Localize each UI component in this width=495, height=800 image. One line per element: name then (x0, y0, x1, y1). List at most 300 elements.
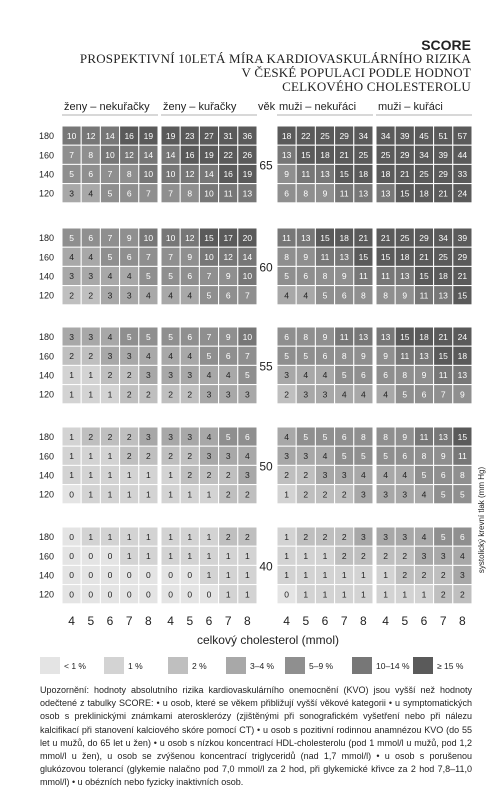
risk-value: 1 (69, 451, 74, 461)
risk-value: 7 (206, 331, 212, 342)
cholesterol-tick: 6 (106, 614, 114, 628)
risk-value: 11 (223, 188, 233, 199)
risk-value: 5 (284, 271, 289, 282)
risk-value: 13 (438, 290, 448, 301)
risk-value: 24 (457, 188, 468, 199)
bp-label: 120 (38, 489, 54, 500)
subtitle-line-3: CELKOVÉHO CHOLESTEROLU (282, 79, 471, 94)
risk-value: 2 (107, 431, 113, 442)
risk-value: 13 (320, 169, 330, 180)
risk-value: 1 (107, 489, 113, 500)
risk-value: 3 (460, 570, 465, 581)
risk-value: 22 (301, 130, 311, 141)
risk-value: 11 (457, 451, 467, 461)
risk-value: 3 (402, 531, 408, 542)
risk-value: 1 (126, 470, 132, 481)
risk-value: 6 (187, 271, 193, 282)
risk-value: 1 (206, 531, 212, 542)
risk-value: 3 (284, 451, 289, 461)
risk-value: 0 (126, 589, 132, 600)
risk-value: 21 (400, 169, 410, 180)
risk-value: 5 (245, 370, 250, 381)
risk-value: 7 (107, 232, 113, 243)
risk-value: 24 (457, 331, 468, 342)
risk-value: 1 (245, 570, 250, 581)
risk-value: 1 (126, 531, 132, 542)
risk-value: 4 (402, 470, 408, 481)
risk-value: 3 (361, 489, 366, 500)
risk-value: 14 (143, 150, 154, 160)
risk-value: 0 (168, 589, 173, 600)
bp-label: 140 (38, 570, 54, 581)
risk-value: 4 (187, 290, 193, 301)
risk-value: 21 (419, 252, 429, 262)
risk-value: 3 (383, 489, 388, 500)
risk-value: 2 (187, 389, 193, 400)
bp-label: 140 (38, 169, 54, 180)
risk-value: 1 (107, 451, 113, 461)
risk-value: 5 (206, 290, 212, 301)
risk-value: 5 (69, 232, 74, 243)
risk-value: 3 (341, 470, 347, 481)
risk-value: 11 (320, 252, 330, 262)
risk-value: 4 (225, 370, 231, 381)
risk-value: 3 (107, 351, 113, 361)
bp-label: 180 (38, 131, 54, 142)
risk-value: 6 (126, 252, 132, 262)
risk-value: 3 (361, 531, 366, 542)
risk-value: 13 (281, 150, 292, 160)
risk-value: 15 (400, 331, 410, 342)
risk-value: 21 (457, 271, 468, 282)
risk-value: 4 (245, 451, 250, 461)
risk-value: 6 (322, 351, 328, 361)
risk-value: 1 (284, 531, 289, 542)
risk-value: 2 (402, 570, 408, 581)
risk-value: 6 (303, 271, 309, 282)
risk-value: 6 (225, 351, 231, 361)
risk-value: 2 (284, 470, 289, 481)
risk-value: 12 (185, 232, 195, 243)
risk-value: 0 (69, 570, 74, 581)
risk-value: 18 (358, 169, 369, 180)
risk-value: 5 (303, 431, 309, 442)
legend-swatch (104, 657, 124, 674)
bp-label: 160 (38, 351, 54, 362)
bp-label: 180 (38, 532, 54, 543)
risk-value: 0 (69, 531, 74, 542)
risk-value: 3 (303, 451, 309, 461)
risk-value: 0 (107, 570, 113, 581)
risk-value: 9 (303, 252, 309, 262)
risk-value: 10 (143, 169, 154, 180)
risk-value: 2 (440, 570, 446, 581)
risk-value: 3 (168, 370, 173, 381)
cholesterol-tick: 5 (87, 614, 95, 628)
risk-value: 39 (438, 150, 448, 160)
risk-value: 8 (361, 431, 366, 442)
age-label: 40 (259, 559, 273, 574)
risk-value: 8 (361, 290, 366, 301)
risk-value: 12 (185, 169, 195, 180)
risk-value: 0 (107, 551, 113, 561)
risk-value: 18 (438, 271, 448, 282)
risk-value: 0 (187, 589, 193, 600)
risk-value: 1 (168, 551, 173, 561)
risk-value: 2 (440, 589, 446, 600)
risk-value: 3 (421, 551, 427, 561)
risk-value: 29 (400, 150, 410, 160)
risk-value: 11 (358, 271, 368, 282)
risk-value: 7 (168, 252, 173, 262)
cholesterol-tick: 7 (340, 614, 348, 628)
risk-value: 13 (438, 431, 448, 442)
risk-value: 1 (245, 589, 250, 600)
risk-value: 1 (341, 589, 347, 600)
risk-value: 9 (440, 451, 446, 461)
risk-value: 0 (146, 570, 151, 581)
risk-value: 13 (400, 271, 410, 282)
risk-value: 6 (341, 290, 347, 301)
risk-value: 3 (402, 489, 408, 500)
risk-value: 7 (168, 188, 173, 199)
risk-value: 1 (361, 570, 366, 581)
risk-value: 1 (146, 470, 151, 481)
risk-value: 3 (383, 531, 388, 542)
risk-value: 1 (187, 489, 193, 500)
risk-value: 10 (165, 169, 176, 180)
risk-value: 4 (146, 290, 151, 301)
legend-swatch (413, 657, 433, 674)
risk-value: 1 (421, 589, 427, 600)
bp-label: 160 (38, 150, 54, 161)
risk-value: 1 (322, 570, 328, 581)
risk-value: 1 (168, 470, 173, 481)
risk-value: 5 (361, 451, 366, 461)
risk-value: 36 (242, 130, 253, 141)
risk-value: 1 (146, 489, 151, 500)
risk-value: 9 (126, 232, 132, 243)
risk-value: 7 (206, 271, 212, 282)
risk-value: 11 (419, 290, 429, 301)
risk-value: 4 (126, 271, 132, 282)
risk-value: 2 (168, 389, 173, 400)
risk-value: 11 (339, 188, 349, 199)
risk-value: 9 (225, 331, 231, 342)
risk-value: 7 (107, 169, 113, 180)
risk-value: 1 (88, 389, 94, 400)
risk-value: 8 (383, 431, 388, 442)
risk-value: 3 (245, 470, 250, 481)
risk-value: 25 (380, 150, 391, 160)
risk-value: 7 (146, 252, 151, 262)
risk-value: 4 (460, 551, 465, 561)
risk-value: 2 (107, 370, 113, 381)
risk-value: 4 (206, 431, 212, 442)
risk-value: 18 (419, 188, 429, 199)
risk-value: 39 (400, 130, 410, 141)
group-header: ženy – kuřačky (163, 101, 237, 113)
risk-value: 6 (284, 331, 289, 342)
group-header: ženy – nekuřačky (64, 101, 150, 113)
risk-value: 21 (380, 232, 391, 243)
risk-value: 21 (339, 150, 349, 160)
risk-value: 0 (126, 570, 132, 581)
risk-value: 8 (303, 331, 309, 342)
risk-value: 3 (206, 389, 212, 400)
risk-value: 11 (282, 232, 292, 243)
risk-value: 2 (341, 531, 347, 542)
risk-value: 25 (400, 232, 410, 243)
risk-value: 4 (383, 389, 388, 400)
risk-value: 2 (303, 470, 309, 481)
legend-label: 1 % (128, 661, 143, 671)
risk-value: 2 (284, 389, 289, 400)
risk-value: 3 (440, 551, 446, 561)
risk-value: 1 (88, 531, 94, 542)
risk-value: 9 (383, 351, 388, 361)
risk-value: 19 (204, 150, 214, 160)
risk-value: 13 (457, 370, 468, 381)
risk-value: 3 (322, 389, 328, 400)
risk-value: 34 (380, 130, 391, 141)
risk-value: 0 (88, 551, 94, 561)
risk-value: 2 (225, 531, 231, 542)
risk-value: 3 (126, 290, 132, 301)
risk-value: 7 (440, 389, 446, 400)
risk-value: 2 (126, 389, 132, 400)
risk-value: 2 (187, 470, 193, 481)
risk-value: 25 (438, 252, 448, 262)
risk-value: 2 (225, 470, 231, 481)
risk-value: 1 (107, 531, 113, 542)
risk-value: 3 (187, 370, 193, 381)
risk-value: 1 (168, 489, 173, 500)
risk-value: 5 (69, 169, 74, 180)
risk-value: 44 (457, 150, 468, 160)
risk-value: 10 (204, 252, 214, 262)
risk-value: 14 (204, 169, 214, 180)
bp-label: 180 (38, 432, 54, 443)
risk-value: 3 (107, 290, 113, 301)
legend-label: 3–4 % (250, 661, 275, 671)
risk-value: 15 (457, 290, 468, 301)
risk-value: 2 (69, 290, 74, 301)
risk-value: 1 (303, 589, 309, 600)
risk-value: 13 (419, 351, 429, 361)
risk-value: 1 (383, 570, 388, 581)
risk-value: 5 (440, 489, 446, 500)
age-label: 50 (259, 459, 273, 474)
risk-value: 10 (242, 271, 253, 282)
risk-value: 15 (457, 431, 468, 442)
risk-value: 8 (421, 451, 427, 461)
risk-value: 3 (245, 389, 250, 400)
bp-label: 140 (38, 470, 54, 481)
risk-value: 9 (421, 370, 427, 381)
risk-value: 2 (341, 489, 347, 500)
risk-value: 5 (440, 531, 446, 542)
risk-value: 2 (322, 489, 328, 500)
risk-value: 3 (206, 451, 212, 461)
cholesterol-tick: 6 (321, 614, 329, 628)
risk-value: 0 (69, 489, 74, 500)
risk-value: 4 (168, 290, 173, 301)
risk-value: 17 (223, 232, 233, 243)
risk-value: 4 (322, 451, 328, 461)
risk-value: 0 (69, 589, 74, 600)
risk-value: 0 (69, 551, 74, 561)
risk-value: 2 (421, 570, 427, 581)
risk-value: 6 (460, 531, 465, 542)
cholesterol-tick: 4 (382, 614, 389, 628)
risk-value: 11 (339, 331, 349, 342)
risk-value: 1 (322, 551, 328, 561)
risk-value: 4 (284, 431, 289, 442)
risk-value: 14 (242, 252, 253, 262)
risk-value: 22 (223, 150, 233, 160)
risk-value: 4 (206, 370, 212, 381)
risk-value: 6 (126, 188, 132, 199)
risk-value: 31 (223, 130, 233, 141)
risk-value: 4 (107, 271, 113, 282)
risk-value: 1 (206, 551, 212, 561)
bp-label: 140 (38, 271, 54, 282)
risk-value: 9 (460, 389, 465, 400)
risk-value: 4 (88, 252, 94, 262)
risk-value: 6 (88, 232, 94, 243)
footnote: Upozornění: hodnoty absolutního rizika kardiovaskulárního onemocnění (KVO) jsou vyšší než hodnoty odečtené z tabulky SCORE: • u osob, které se věkem přibližují vyšší věkové kategorii • u symptomatických osob s preklinickými známkami aterosklerózy (zjištěnými při sonografickém vyšetření nebo při nálezu kalcifikací při stanovení kalciového skóre pomocí CT) • u osob s pozitivní rodinnou anamnézou KVO (do 55 let u mužů, do 65 let u žen) • u osob s nízkou koncentrací HDL-cholesterolu (pod 1 mmol/l u mužů, pod 1,2 mmol/l u žen), u osob se zvýšenou koncentrací triglyceridů (nad 1,7 mmol/l) • u osob s porušenou glukózovou tolerancí (glykemie nalačno pod 7,0 mmol/l za 2 hod, při glykemické křivce za 2 hod 7,8–11,0 mmol/l) • u obézních nebo fyzicky inaktivních osob. (40, 685, 472, 788)
risk-value: 3 (88, 271, 94, 282)
risk-value: 4 (322, 370, 328, 381)
risk-value: 3 (225, 389, 231, 400)
risk-value: 5 (341, 370, 347, 381)
risk-value: 0 (168, 570, 173, 581)
x-axis-label: celkový cholesterol (mmol) (196, 633, 340, 647)
risk-value: 10 (204, 188, 214, 199)
risk-value: 8 (402, 370, 408, 381)
risk-value: 1 (284, 551, 289, 561)
risk-value: 1 (245, 551, 250, 561)
risk-value: 2 (126, 431, 132, 442)
risk-value: 11 (301, 169, 311, 180)
risk-value: 3 (126, 351, 132, 361)
risk-value: 5 (341, 451, 347, 461)
risk-value: 0 (284, 589, 289, 600)
risk-value: 2 (187, 451, 193, 461)
risk-value: 13 (380, 188, 391, 199)
risk-value: 1 (225, 551, 231, 561)
risk-value: 8 (322, 271, 328, 282)
risk-value: 21 (438, 331, 448, 342)
risk-value: 33 (457, 169, 468, 180)
risk-value: 1 (107, 470, 113, 481)
cholesterol-tick: 6 (205, 614, 213, 628)
risk-value: 1 (322, 589, 328, 600)
risk-value: 18 (380, 169, 391, 180)
risk-value: 18 (339, 232, 349, 243)
risk-value: 21 (438, 188, 448, 199)
cholesterol-tick: 5 (302, 614, 310, 628)
risk-value: 2 (206, 470, 212, 481)
cholesterol-tick: 8 (145, 614, 152, 628)
risk-value: 4 (168, 351, 173, 361)
risk-value: 15 (358, 252, 369, 262)
risk-value: 15 (438, 351, 448, 361)
risk-value: 23 (185, 130, 195, 141)
risk-value: 8 (187, 188, 193, 199)
cholesterol-tick: 5 (401, 614, 409, 628)
risk-value: 2 (146, 451, 151, 461)
risk-value: 6 (187, 331, 193, 342)
risk-value: 13 (358, 188, 369, 199)
risk-value: 1 (126, 551, 132, 561)
risk-value: 0 (206, 589, 212, 600)
risk-value: 11 (438, 370, 448, 381)
risk-value: 15 (204, 232, 214, 243)
risk-value: 11 (381, 271, 391, 282)
risk-value: 2 (245, 489, 250, 500)
risk-value: 4 (421, 531, 427, 542)
risk-value: 1 (69, 470, 74, 481)
risk-value: 4 (303, 290, 309, 301)
legend-swatch (352, 657, 372, 674)
group-header: muži – kuřáci (378, 101, 443, 113)
risk-value: 1 (168, 531, 173, 542)
risk-value: 18 (400, 252, 410, 262)
chart-title: SCORE (421, 37, 471, 53)
risk-value: 6 (361, 370, 366, 381)
legend-swatch (168, 657, 188, 674)
cholesterol-tick: 8 (459, 614, 466, 628)
risk-value: 1 (146, 531, 151, 542)
risk-value: 3 (88, 331, 94, 342)
cholesterol-tick: 5 (186, 614, 194, 628)
risk-value: 1 (187, 531, 193, 542)
risk-value: 10 (105, 150, 115, 160)
risk-value: 1 (146, 551, 151, 561)
risk-value: 1 (341, 570, 347, 581)
risk-value: 29 (419, 232, 429, 243)
legend-label: 10–14 % (376, 661, 410, 671)
risk-value: 6 (440, 470, 446, 481)
risk-value: 10 (66, 130, 77, 141)
risk-value: 0 (107, 589, 113, 600)
risk-value: 1 (187, 551, 193, 561)
risk-value: 5 (126, 331, 132, 342)
age-header: věk (258, 101, 276, 113)
legend-label: < 1 % (64, 661, 86, 671)
risk-value: 1 (88, 451, 94, 461)
age-label: 55 (259, 359, 273, 374)
risk-value: 15 (380, 252, 391, 262)
cholesterol-tick: 4 (167, 614, 174, 628)
risk-value: 3 (225, 451, 231, 461)
risk-value: 9 (322, 331, 328, 342)
risk-value: 45 (419, 130, 429, 141)
age-label: 65 (259, 158, 273, 173)
risk-value: 5 (168, 331, 173, 342)
cholesterol-tick: 7 (224, 614, 232, 628)
risk-value: 1 (88, 470, 94, 481)
risk-value: 25 (358, 150, 369, 160)
legend-swatch (226, 657, 246, 674)
risk-value: 18 (281, 130, 292, 141)
risk-value: 6 (245, 431, 250, 442)
cholesterol-tick: 7 (125, 614, 133, 628)
risk-value: 13 (380, 331, 391, 342)
risk-value: 10 (143, 232, 154, 243)
